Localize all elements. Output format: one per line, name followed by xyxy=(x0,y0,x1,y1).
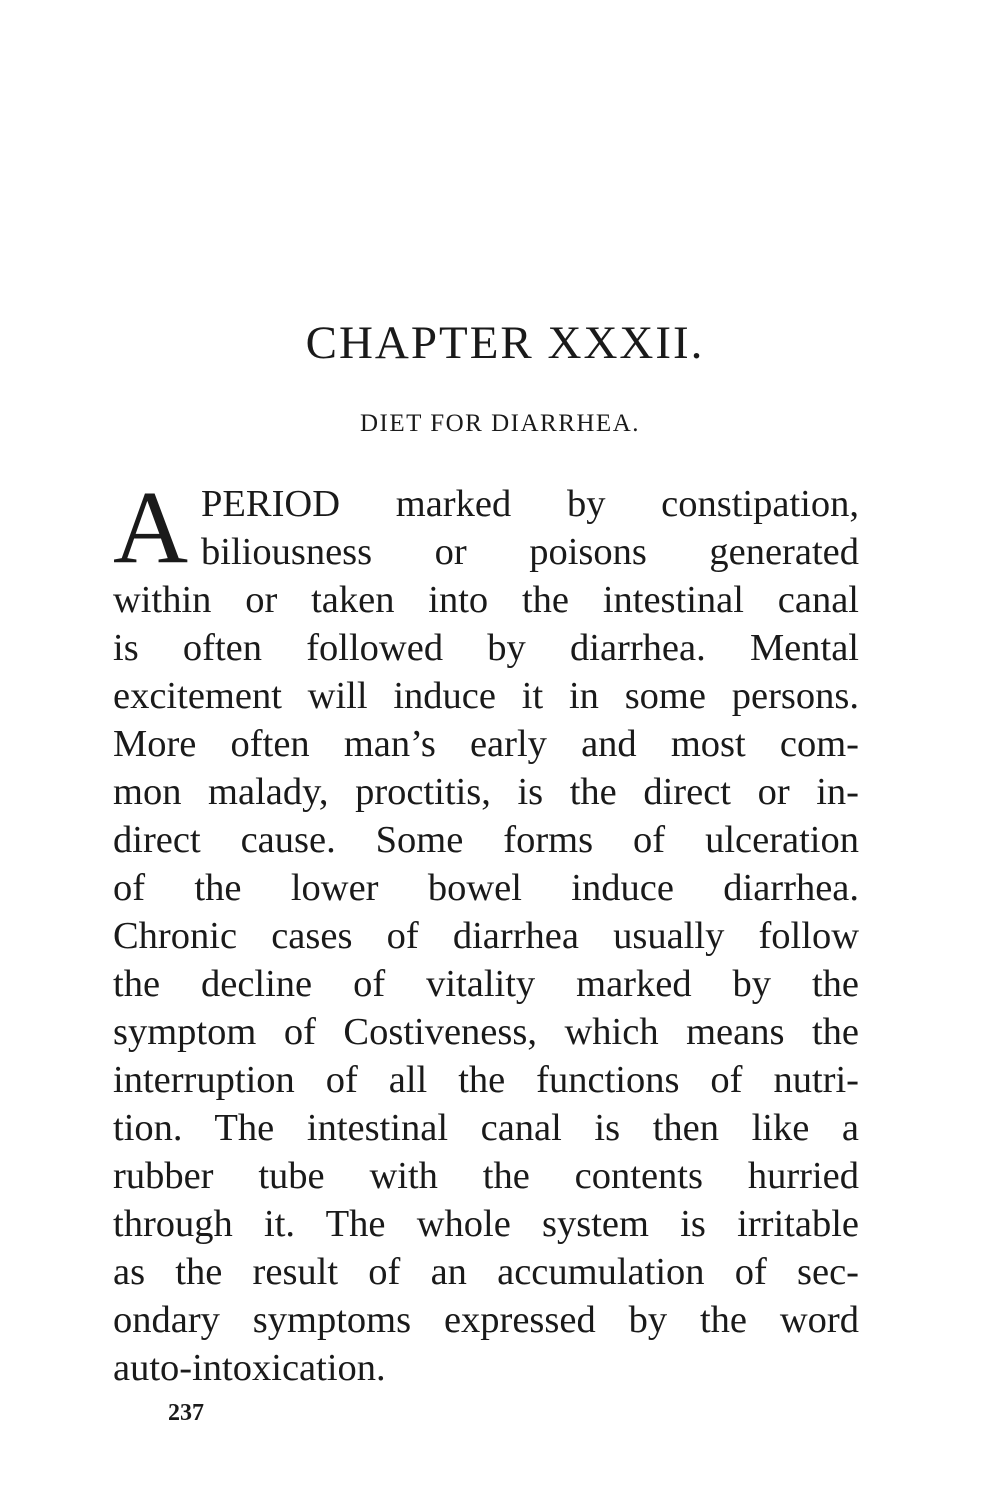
text-line: within or taken into the intestinal canal xyxy=(113,579,859,621)
body-paragraph xyxy=(113,470,859,1392)
text-line: auto-intoxication. xyxy=(113,1347,386,1389)
text-line: of the lower bowel induce diarrhea. xyxy=(113,867,859,909)
text-line: as the result of an accumulation of sec- xyxy=(113,1251,859,1293)
text-line: excitement will induce it in some persons. xyxy=(113,675,859,717)
text-line: Chronic cases of diarrhea usually follow xyxy=(113,915,859,957)
page-number: 237 xyxy=(168,1400,204,1426)
text-line: tion. The intestinal canal is then like a xyxy=(113,1107,859,1149)
text-line: interruption of all the functions of nutri- xyxy=(113,1059,859,1101)
text-line: rubber tube with the contents hurried xyxy=(113,1155,859,1197)
text-line: symptom of Costiveness, which means the xyxy=(113,1011,859,1053)
text-line: biliousness or poisons generated xyxy=(201,531,859,573)
chapter-subtitle: DIET FOR DIARRHEA. xyxy=(359,410,640,437)
text-line: through it. The whole system is irritable xyxy=(113,1203,859,1245)
text-line: the decline of vitality marked by the xyxy=(113,963,859,1005)
text-line: direct cause. Some forms of ulceration xyxy=(113,819,859,861)
text-line: mon malady, proctitis, is the direct or in- xyxy=(113,771,859,813)
text-line: More often man’s early and most com- xyxy=(113,723,859,765)
chapter-title: CHAPTER XXXII. xyxy=(305,317,705,369)
text-line: is often followed by diarrhea. Mental xyxy=(113,627,859,669)
drop-cap: A xyxy=(113,470,189,585)
text-line: PERIOD marked by constipation, xyxy=(201,483,859,525)
text-line: ondary symptoms expressed by the word xyxy=(113,1299,859,1341)
